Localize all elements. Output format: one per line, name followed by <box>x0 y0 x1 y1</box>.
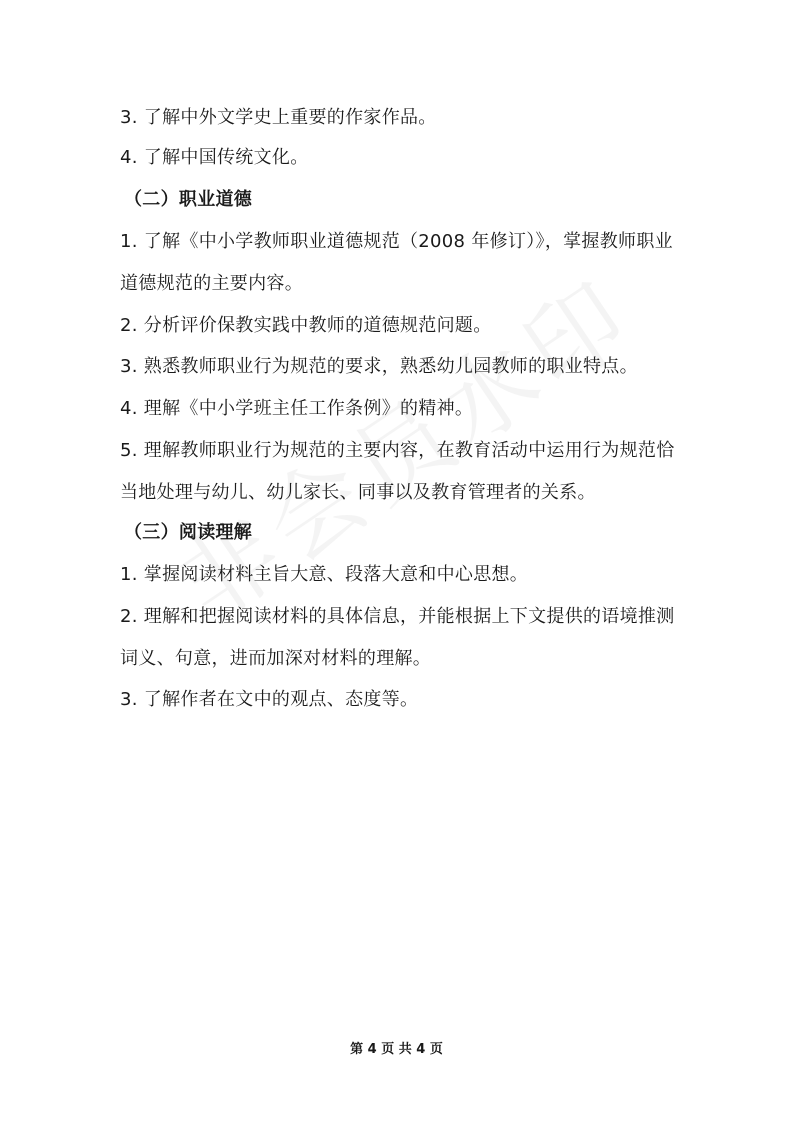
list-item: 2. 理解和把握阅读材料的具体信息，并能根据上下文提供的语境推测 <box>120 606 675 627</box>
section-heading: （二）职业道德 <box>124 189 253 210</box>
list-item-continuation: 当地处理与幼儿、幼儿家长、同事以及教育管理者的关系。 <box>120 482 596 503</box>
list-item: 3. 熟悉教师职业行为规范的要求，熟悉幼儿园教师的职业特点。 <box>120 356 638 377</box>
page-footer: 第 4 页 共 4 页 <box>350 1042 443 1057</box>
list-item-continuation: 道德规范的主要内容。 <box>120 273 303 294</box>
list-item: 1. 掌握阅读材料主旨大意、段落大意和中心思想。 <box>120 564 529 585</box>
list-item: 3. 了解中外文学史上重要的作家作品。 <box>120 107 437 128</box>
list-item: 2. 分析评价保教实践中教师的道德规范问题。 <box>120 315 492 336</box>
list-item: 4. 理解《中小学班主任工作条例》的精神。 <box>120 398 474 419</box>
list-item: 4. 了解中国传统文化。 <box>120 147 309 168</box>
list-item-continuation: 词义、句意，进而加深对材料的理解。 <box>120 648 432 669</box>
list-item: 3. 了解作者在文中的观点、态度等。 <box>120 689 419 710</box>
list-item: 1. 了解《中小学教师职业道德规范（2008 年修订）》，掌握教师职业 <box>120 231 673 252</box>
section-heading: （三）阅读理解 <box>124 522 253 543</box>
list-item: 5. 理解教师职业行为规范的主要内容，在教育活动中运用行为规范恰 <box>120 440 675 461</box>
